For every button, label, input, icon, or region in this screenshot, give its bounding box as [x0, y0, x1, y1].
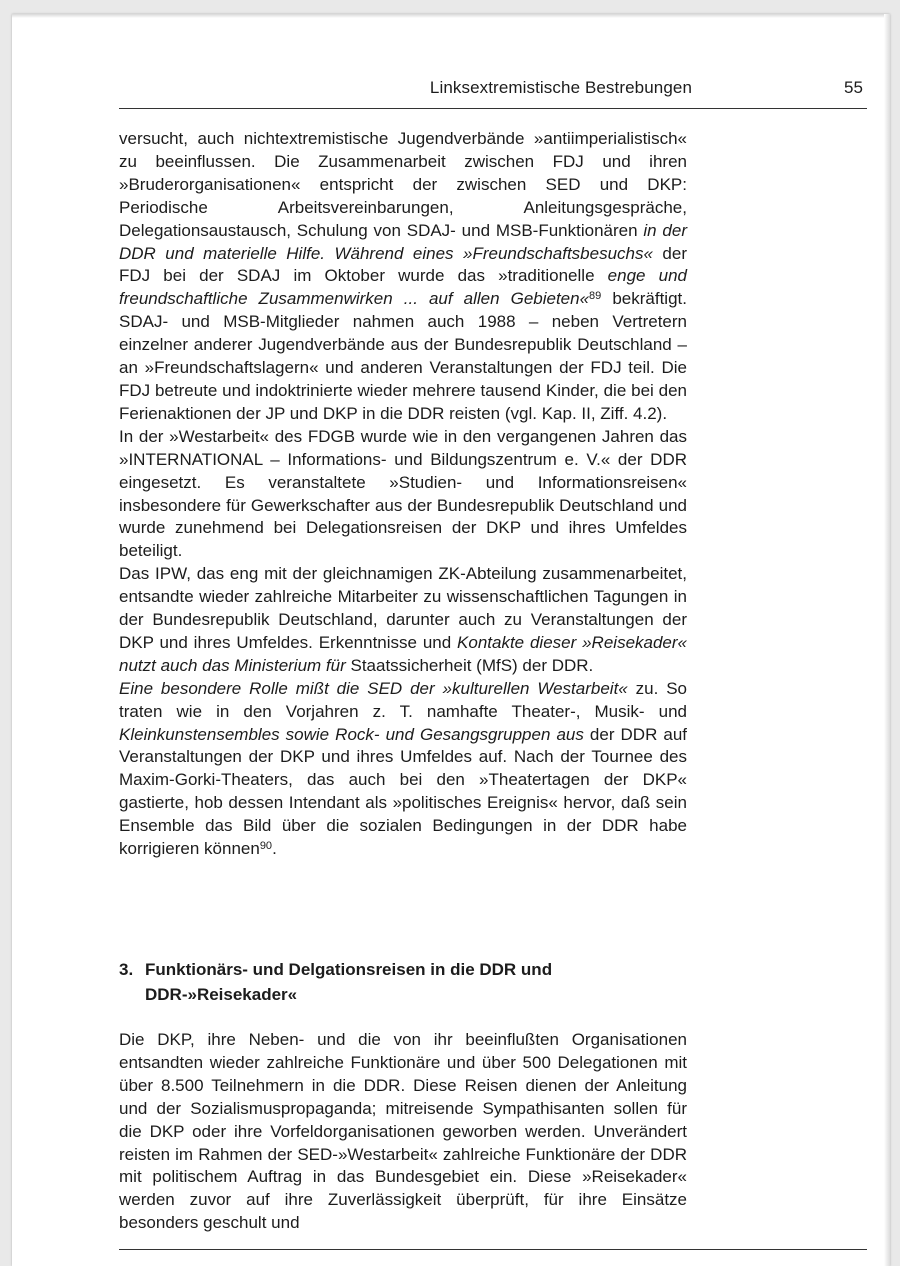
paragraph — [119, 678, 687, 861]
running-head-title: Linksextremistische Bestrebungen — [429, 78, 692, 97]
italic-run: Eine besondere Rolle mißt die SED der »kulturellen Westarbeit« — [119, 678, 628, 698]
paragraph — [119, 426, 687, 563]
text-run: Staatssicherheit (MfS) der DDR. — [345, 655, 594, 675]
paragraph — [119, 1029, 687, 1235]
italic-run: Kontakte dieser »Reisekader« nutzt auch das Ministerium für — [119, 632, 688, 675]
paragraph — [119, 128, 687, 426]
section-title-line1: Funktionärs- und Delgationsreisen in die DDR und — [145, 960, 553, 979]
text-run: versucht, auch nichtextremistische Jugendverbände »antiimperialistisch« zu beeinflussen. Die Zusammenarbeit zwischen FDJ und ihren »Bruderorganisationen« entspricht der zwischen SED und DKP: Periodische Arbeitsvereinbarungen, Anleitungsgespräche, Delegationsaustausch, Schulung von SDAJ- und MSB-Funktionären — [119, 129, 687, 240]
text-run: In der »Westarbeit« des FDGB wurde wie in den vergangenen Jahren das »INTERNATIONAL – Informations- und Bildungszentrum e. V.« der DDR eingesetzt. Es veranstaltete »Studien- und Informationsreisen« insbesondere für Gewerkschafter aus der Bundesrepublik Deutschland und wurde zunehmend bei Delegationsreisen der DKP und ihres Umfeldes beteiligt. — [119, 426, 687, 561]
text-run: bekräftigt. SDAJ- und MSB-Mitglieder nahmen auch 1988 – neben Vertretern einzelner anderer Jugendverbände aus der Bundesrepublik Deutschland – an »Freundschaftslagern« und anderen Veranstaltungen der FDJ teil. Die FDJ betreute und indoktrinierte wieder mehrere tausend Kinder, die bei den Ferienaktionen der JP und DKP in die DDR reisten (vgl. Kap. II, Ziff. 4.2). — [119, 289, 687, 423]
italic-run: enge und freundschaftliche Zusammenwirken ... auf allen Gebieten« — [119, 266, 687, 309]
text-run: zu. So traten wie in den Vorjahren z. T. namhafte Theater-, Musik- und — [119, 678, 687, 721]
footnote-ref: 90 — [259, 840, 273, 853]
body-text — [119, 128, 687, 861]
header-rule — [119, 108, 867, 109]
text-run: der FDJ bei der SDAJ im Oktober wurde das »traditionelle — [119, 243, 688, 286]
section-heading — [119, 957, 687, 1007]
section-number: 3. — [119, 960, 134, 979]
text-run: Das IPW, das eng mit der gleichnamigen ZK-Abteilung zusammenarbeitet, entsandte wieder zahlreiche Mitarbeiter zu wissenschaftlichen Tagungen in der Bundesrepublik Deutschland, darunter auch zu Veranstaltungen der DKP und ihres Umfeldes. Erkenntnisse und — [119, 564, 687, 652]
footer-rule — [119, 1249, 867, 1250]
document-page — [12, 14, 890, 1266]
text-run: . — [272, 839, 277, 859]
page-edge-right — [884, 14, 890, 1266]
italic-run: Kleinkunstensembles sowie Rock- und Gesangsgruppen aus — [119, 724, 584, 744]
section-title-line2: DDR-»Reisekader« — [145, 985, 298, 1004]
section-body-text — [119, 1029, 687, 1235]
text-run: Die DKP, ihre Neben- und die von ihr beeinflußten Organisationen entsandten wieder zahlreiche Funktionäre und über 500 Delegationen mit über 8.500 Teilnehmern in die DDR. Diese Reisen dienen der Anleitung und der Sozialismuspropaganda; mitreisende Sympathisanten sollen für die DKP oder ihre Vorfeldorganisationen geworben werden. Unverändert reisten im Rahmen der SED-»Westarbeit« zahlreiche Funktionäre der DDR mit politischem Auftrag in das Bundesgebiet ein. Diese »Reisekader« werden zuvor auf ihre Zuverlässigkeit überprüft, für ihre Einsätze besonders geschult und — [119, 1030, 687, 1233]
page-edge-top — [12, 14, 890, 18]
page-number: 55 — [844, 78, 863, 97]
footnote-ref: 89 — [589, 290, 602, 303]
italic-run: in der DDR und materielle Hilfe. Während eines »Freundschaftsbesuchs« — [119, 220, 687, 263]
text-run: der DDR auf Veranstaltungen der DKP und ihres Umfeldes auf. Nach der Tournee des Maxim-Gorki-Theaters, das auch bei den »Theatertagen der DKP« gastierte, hob dessen Intendant als »politisches Ereignis« hervor, daß sein Ensemble das Bild über die sozialen Bedingungen in der DDR habe korrigieren können — [119, 724, 688, 859]
paragraph — [119, 563, 687, 678]
